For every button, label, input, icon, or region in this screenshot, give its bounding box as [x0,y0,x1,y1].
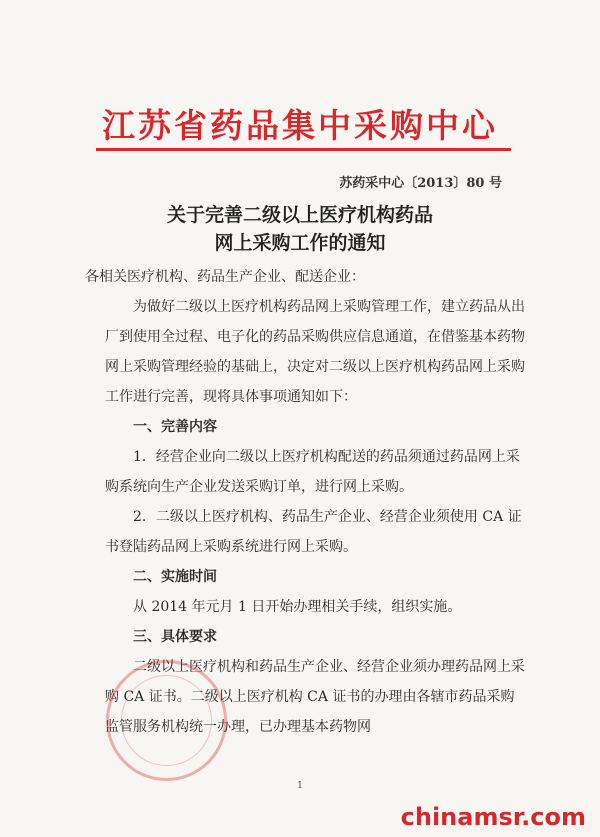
requirements-paragraph: 二级以上医疗机构和药品生产企业、经营企业须办理药品网上采购 CA 证书。二级以上医疗机构 CA 证书的办理由各辖市药品采购监管服务机构统一办理，已办理基本药物网 [105,659,525,735]
time-paragraph: 从 2014 年元月 1 日开始办理相关手续，组织实施。 [133,599,462,615]
section-heading-2: 二、实施时间 [133,569,217,585]
section-heading-3: 三、具体要求 [133,629,217,645]
item-1: 1．经营企业向二级以上医疗机构配送的药品须通过药品网上采购系统向生产企业发送采购订单，进行网上采购。 [105,449,520,495]
org-title: 江苏省药品集中采购中心 [102,106,498,145]
site-watermark: chinamsr.com [400,803,586,831]
document-title [0,201,600,257]
header-divider [96,148,511,151]
title-line-1: 关于完善二级以上医疗机构药品 [166,204,433,226]
title-line-2: 网上采购工作的通知 [214,232,386,254]
item-2: 2．二级以上医疗机构、药品生产企业、经营企业须使用 CA 证书登陆药品网上采购系统进行网上采购。 [105,509,522,555]
section-heading-1: 一、完善内容 [133,419,217,435]
salutation: 各相关医疗机构、药品生产企业、配送企业： [85,269,365,285]
official-seal [106,660,227,781]
page-number: 1 [297,781,303,791]
document-number: 苏药采中心〔2013〕80 号 [339,176,502,191]
intro-paragraph: 为做好二级以上医疗机构药品网上采购管理工作，建立药品从出厂到使用全过程、电子化的药品采购供应信息通道，在借鉴基本药物网上采购管理经验的基础上，决定对二级以上医疗机构药品网上采购工作进行完善，现将具体事项通知如下： [105,299,525,405]
